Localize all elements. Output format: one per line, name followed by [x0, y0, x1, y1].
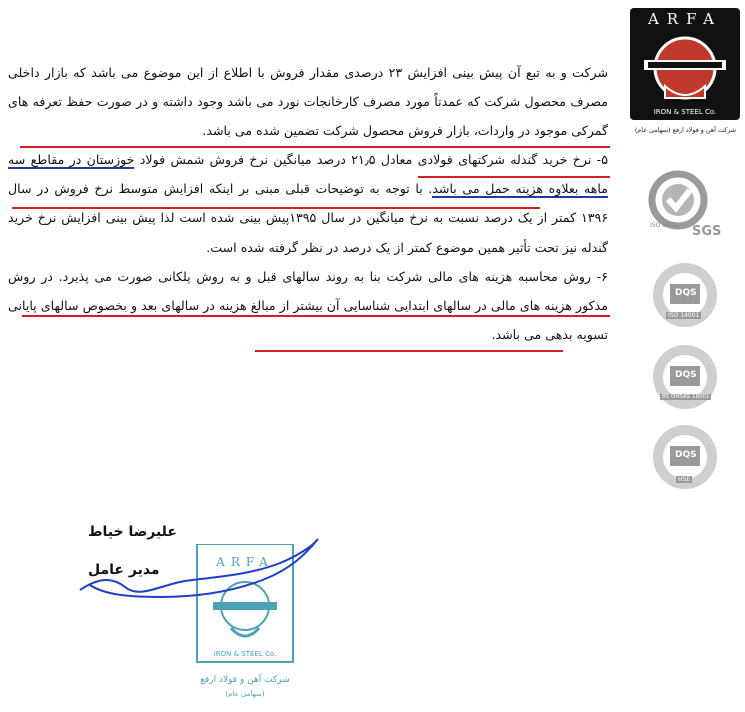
body-text: [8, 58, 608, 349]
ohsas-18001-badge: [648, 340, 722, 414]
dqs-label: DQS: [675, 288, 697, 298]
hse-badge: [648, 420, 722, 494]
cert-iso-label: ISO 9001: [650, 222, 678, 229]
iso-14001-badge: [648, 258, 722, 332]
stamp-en-label: IRON & STEEL Co.: [213, 650, 277, 658]
dqs-label: DQS: [675, 370, 697, 380]
cert-iso14001-label: ISO 14001: [668, 312, 700, 319]
stamp-fa-label-2: (سهامی عام): [225, 690, 265, 698]
logo-wordmark: ARFA: [647, 10, 723, 28]
cert-sgs-label: SGS: [692, 224, 722, 239]
paragraph-6: [8, 262, 608, 349]
red-underline: [20, 146, 610, 148]
dqs-label: DQS: [675, 450, 697, 460]
text-line: ۶- روش محاسبه هزینه های مالی شرکت بنا به روند سالهای قبل و به روش پلکانی صورت می: [94, 268, 608, 284]
text-line: وجود داشته و در صورت حفظ تعرفه های گمرکی موجود در واردات، بازار فروش محصول شرکت: [8, 94, 608, 139]
red-underline: [22, 315, 610, 317]
signatory-name: علیرضا خیاط: [88, 524, 177, 540]
company-name-caption: شرکت آهن و فولاد ارفع (سهامی عام): [634, 126, 737, 134]
cert-ohsas-label: BS OHSAS 18001: [662, 394, 710, 400]
text-line: باشد که بازار داخلی مصرف محصول شرکت که عمدتاً مورد مصرف کارخانجات نورد می باشد: [8, 65, 608, 110]
text-line: پذیرد. در روش مذکور هزینه های مالی در سالهای ابتدایی شناسایی آن بیشتر از مبالغ هزینه: [8, 268, 608, 313]
paragraph-4-continued: [8, 58, 608, 145]
stamp-fa-label: شرکت آهن و فولاد ارفع: [200, 675, 290, 685]
logo-caption-en: IRON & STEEL Co.: [653, 108, 717, 116]
text-line: . با توجه به توضیحات قبلی مبنی بر: [238, 181, 433, 197]
cert-hse-label: HSE: [678, 476, 691, 483]
text-line: موضوع کمتر از یک درصد در نظر گرفته شده است.: [206, 239, 474, 255]
company-logo: [630, 8, 740, 120]
handwritten-signature: [50, 535, 330, 615]
text-line: تضمین شده می باشد.: [202, 123, 319, 139]
text-line: در سالهای بعد و بخصوص سالهای پایانی تسویه بدهی می باشد.: [8, 297, 608, 342]
text-line: سال ۱۳۹۵پیش بینی شده است لذا پیش بینی افزایش نرخ خرید گندله نیز تحت تأثیر همین: [8, 210, 608, 255]
underlined-text: خوزستان در مقاطع سه ماهه بعلاوه هزینه حمل می باشد: [8, 152, 608, 197]
iso-9001-badge: [648, 168, 722, 242]
red-underline: [418, 176, 610, 178]
red-underline: [255, 350, 563, 352]
red-underline: [12, 207, 540, 209]
ladle-icon: [630, 8, 740, 120]
signatory-title: مدیر عامل: [88, 562, 160, 578]
paragraph-5: [8, 145, 608, 261]
text-line: ۵- نرخ خرید گندله شرکتهای فولادی معادل ۲۱٫۵ درصد میانگین نرخ فروش شمش فولاد: [139, 152, 608, 168]
text-line: اینکه افزایش متوسط نرخ فروش در سال ۱۳۹۶ کمتر از یک درصد نسبت به نرخ میانگین در: [8, 181, 608, 226]
stamp-wordmark: ARFA: [216, 555, 274, 569]
text-line: شرکت و به تبع آن پیش بینی افزایش ۲۳ درصدی مقدار فروش با اطلاع از این موضوع می: [121, 65, 608, 80]
